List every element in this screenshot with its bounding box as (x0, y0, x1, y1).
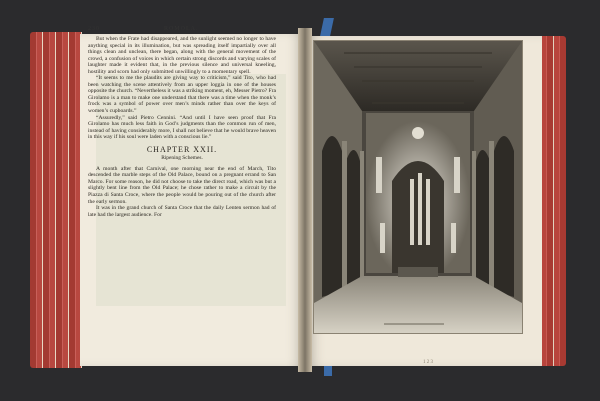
footer-mark: 1 2 3 (423, 360, 433, 365)
bookmark-ribbon-bottom (324, 366, 332, 376)
paragraph: “It seems to me the plaudits are giving way to criticism,” said Tito, who had been watching the scene attentively from an upper loggia in one of the houses opposite the church. “Nevertheless it was a striking moment, eh, Messer Pietro? Fra Girolamo is a man to make one understand that there was a time when the monk’s frock was a symbol of power over men’s minds rather than over the keys of women’s cupboards.” (88, 75, 276, 115)
bookmark-ribbon-top (320, 18, 334, 36)
chapter-subtitle: Ripening Schemes. (161, 155, 203, 162)
page-number: 230 (88, 26, 100, 32)
paragraph: A month after that Carnival, one morning near the end of March, Tito descended the marble steps of the Old Palace, bound on a pregnant errand to San Marco. For some reason, he did not choose to take the direct road, which was but a slightly bent line from the Old Palace; he chose rather to make a circuit by the Piazza di Santa Croce, where the people would be pouring out of the church after the early sermon. (88, 165, 276, 205)
page-text (88, 36, 276, 328)
page-header (88, 26, 278, 36)
paragraph: It was in the grand church of Santa Croce that the daily Lenten sermon had of late had the largest audience. For (88, 205, 276, 218)
book-gutter (298, 28, 312, 372)
church-interior-photograph (313, 40, 523, 334)
paragraph: But when the Frate had disappeared, and the sunlight seemed no longer to have anything special in its illumination, but was spreading itself impartially over all things clean and unclean, there began, along with the general movement of the crowd, a confusion of voices in which certain strong discords and varying scales of laughter made it evident that, in the previous silence and universal kneeling, hostility and scorn had only submitted unwillingly to a momentary spell. (88, 36, 276, 75)
paragraph: “Assuredly,” said Pietro Cennini. “And until I have seen proof that Fra Girolamo has much less faith in God’s judgments than the common run of men, instead of having considerably more, I shall not believe that he would brave heaven in this way if his soul were laden with a conscious lie.” (88, 114, 276, 141)
chapter-title: CHAPTER XXII. (146, 144, 218, 154)
page-edges-left (30, 32, 82, 368)
running-head: ROMOLA. (164, 26, 199, 32)
page-edges-right (540, 36, 566, 366)
